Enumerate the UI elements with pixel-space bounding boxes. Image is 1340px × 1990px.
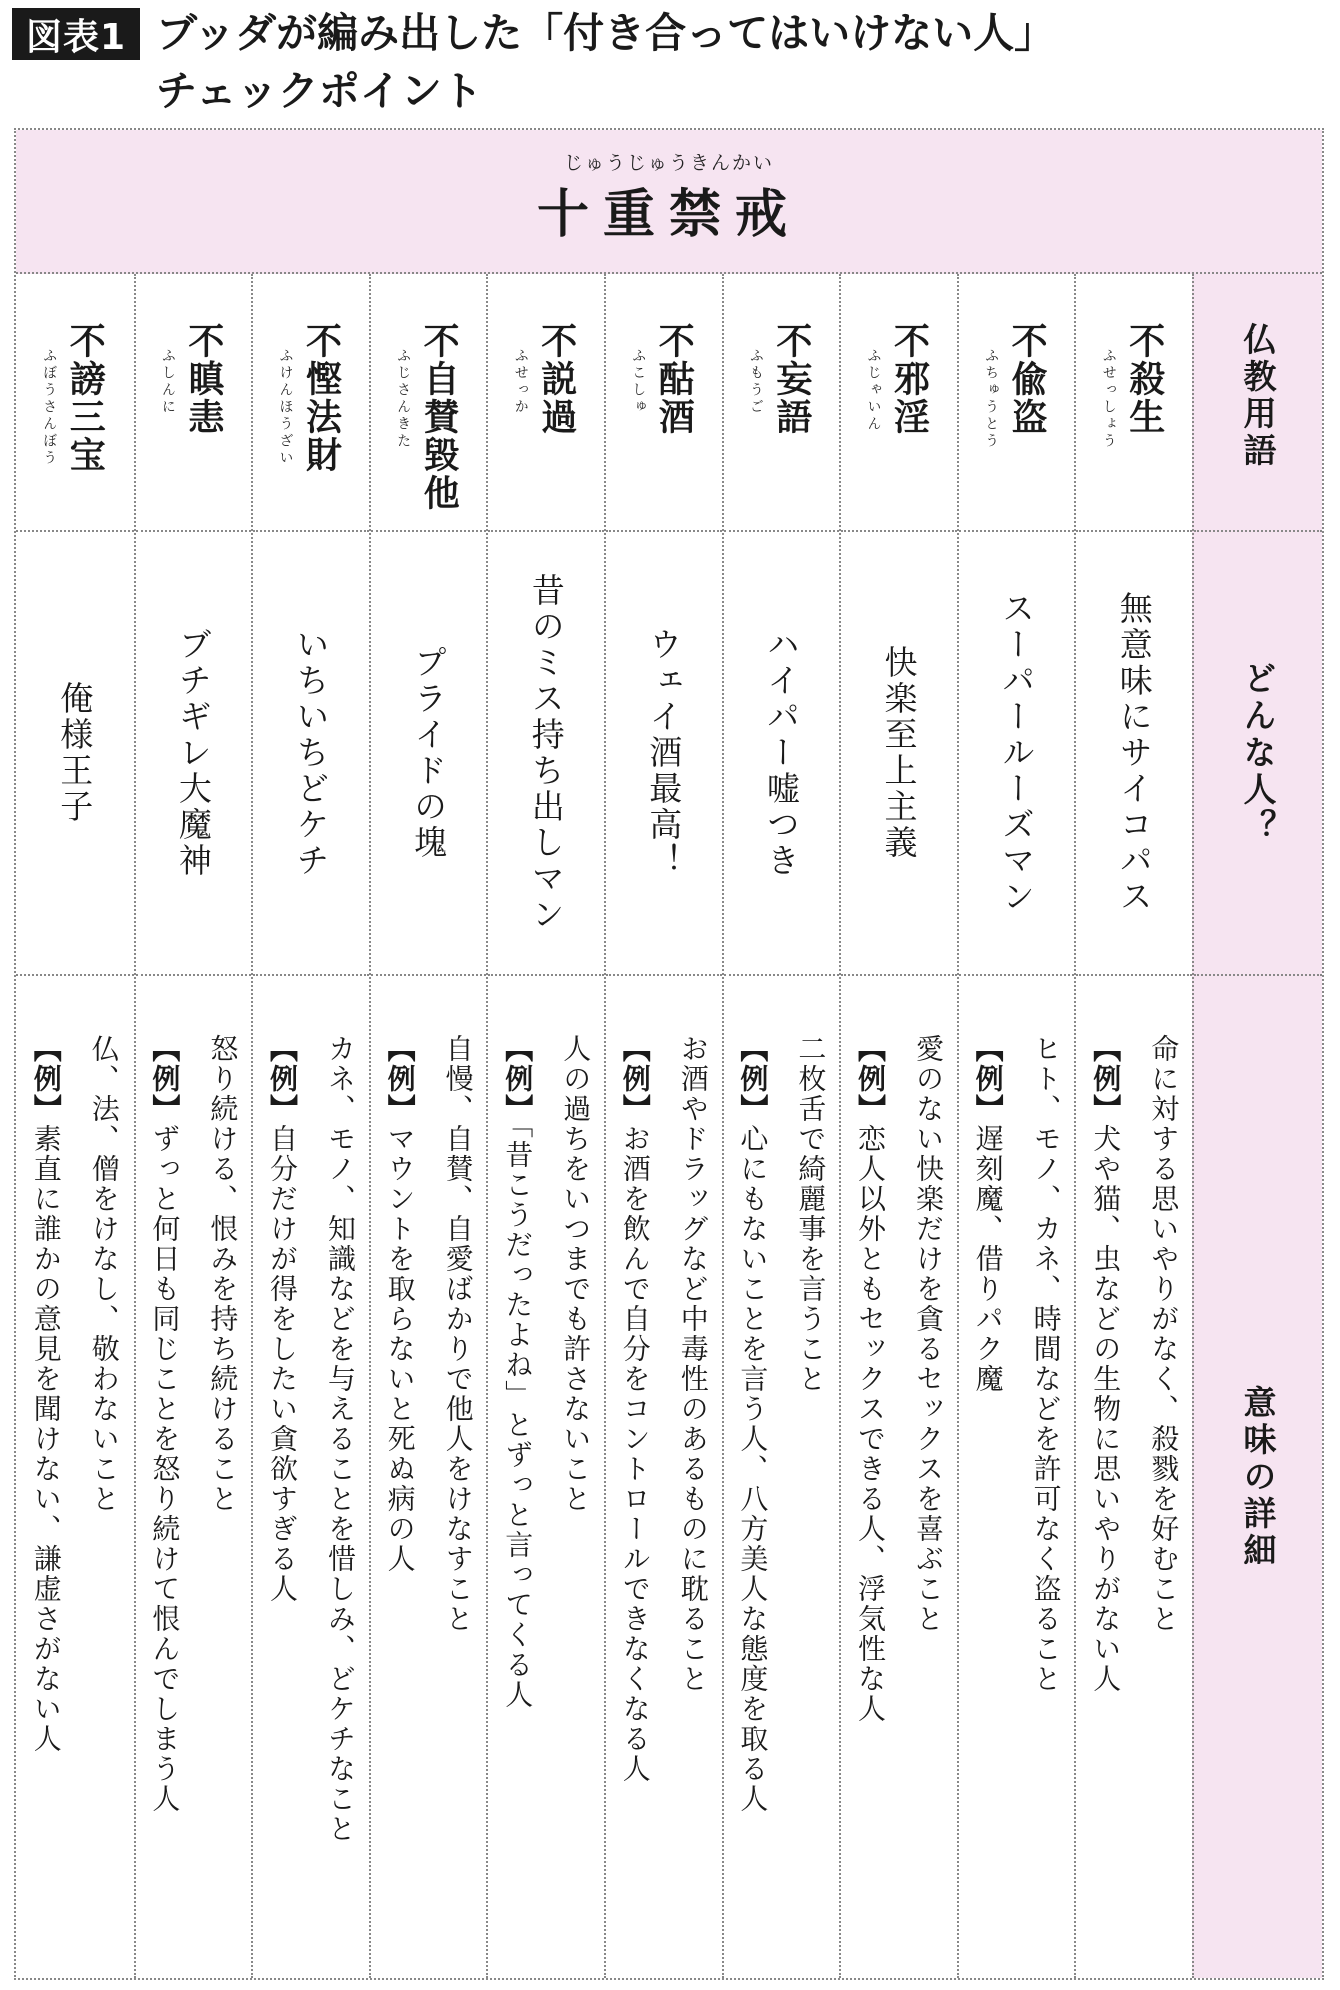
detail-group xyxy=(732,1034,830,1978)
example-text: 自分だけが得をしたい貪欲すぎる人 xyxy=(265,1124,299,1604)
precept-reading: ふせっしょう xyxy=(1100,348,1117,450)
precept-column xyxy=(722,274,840,1978)
precept-column xyxy=(486,274,604,1978)
example-text: 素直に誰かの意見を聞けない、謙虚さがない人 xyxy=(29,1124,63,1754)
term-group xyxy=(158,322,229,530)
term-cell xyxy=(841,274,957,532)
precept-reading: ふもうご xyxy=(747,348,764,416)
detail-group xyxy=(968,1034,1066,1978)
example-line xyxy=(26,1034,66,1978)
precept-column xyxy=(16,274,134,1978)
meaning-text: カネ、モノ、知識などを与えることを惜しみ、どケチなこと xyxy=(323,1034,357,1844)
detail-cell xyxy=(371,976,487,1978)
row-label-persona: どんな人？ xyxy=(1238,660,1278,846)
detail-cell xyxy=(841,976,957,1978)
table-banner xyxy=(16,130,1322,274)
example-tag: 【例】 xyxy=(736,1034,770,1124)
title-line-1: ブッダが編み出した「付き合ってはいけない人」 xyxy=(156,9,1056,57)
row-label-term: 仏教用語 xyxy=(1238,322,1278,470)
term-group xyxy=(981,322,1052,530)
persona-cell xyxy=(606,532,722,976)
row-label-column xyxy=(1192,274,1322,1978)
term-group xyxy=(746,322,817,530)
detail-group xyxy=(262,1034,360,1978)
detail-group xyxy=(144,1034,242,1978)
precept-reading: ふせっか xyxy=(512,348,529,416)
example-text: 犬や猫、虫などの生物に思いやりがない人 xyxy=(1089,1124,1123,1694)
meaning-text: ヒト、モノ、カネ、時間などを許可なく盗ること xyxy=(1029,1034,1063,1694)
example-line xyxy=(380,1034,420,1978)
term-group xyxy=(863,322,934,530)
persona-label: いちいちどケチ xyxy=(291,627,331,879)
meaning-text: お酒やドラッグなど中毒性のあるものに耽ること xyxy=(676,1034,710,1694)
example-line xyxy=(1085,1034,1125,1978)
row-label-detail-cell xyxy=(1194,976,1322,1978)
example-tag: 【例】 xyxy=(853,1034,887,1124)
row-label-detail: 意味の詳細 xyxy=(1238,1384,1278,1570)
example-text: ずっと何日も同じことを怒り続けて恨んでしまう人 xyxy=(148,1124,182,1814)
precept-column xyxy=(839,274,957,1978)
precept-reading: ふちゅうとう xyxy=(983,348,1000,450)
detail-group xyxy=(380,1034,478,1978)
precept-term: 不妄語 xyxy=(770,322,812,436)
precept-column xyxy=(369,274,487,1978)
meaning-text: 自慢、自賛、自愛ばかりで他人をけなすこと xyxy=(441,1034,475,1634)
precept-reading: ふぼうさんぼう xyxy=(41,348,58,467)
term-group xyxy=(628,322,699,530)
example-text: 「昔こうだったよね」とずっと言ってくる人 xyxy=(501,1124,535,1710)
detail-group xyxy=(850,1034,948,1978)
persona-label: ハイパー嘘つき xyxy=(761,627,801,879)
figure-title xyxy=(156,4,1316,120)
persona-label: ブチギレ大魔神 xyxy=(173,627,213,879)
banner-ruby: じゅうじゅうきんかい xyxy=(563,152,774,174)
precept-term: 不偸盗 xyxy=(1006,322,1048,436)
precept-term: 不酤酒 xyxy=(653,322,695,436)
precept-term: 不謗三宝 xyxy=(64,322,106,474)
precept-column xyxy=(604,274,722,1978)
example-line xyxy=(968,1034,1008,1978)
persona-cell xyxy=(959,532,1075,976)
term-group xyxy=(1099,322,1170,530)
example-text: マウントを取らないと死ぬ病の人 xyxy=(383,1124,417,1574)
term-cell xyxy=(136,274,252,532)
precept-term: 不説過 xyxy=(535,322,577,436)
persona-cell xyxy=(253,532,369,976)
persona-label: プライドの塊 xyxy=(409,645,449,861)
term-cell xyxy=(488,274,604,532)
example-text: 遅刻魔、借りパク魔 xyxy=(971,1124,1005,1394)
persona-label: 昔のミス持ち出しマン xyxy=(526,573,566,933)
persona-label: ウェイ酒最高！ xyxy=(644,627,684,879)
persona-cell xyxy=(371,532,487,976)
persona-cell xyxy=(488,532,604,976)
detail-cell xyxy=(488,976,604,1978)
term-cell xyxy=(606,274,722,532)
meaning-text: 仏、法、僧をけなし、敬わないこと xyxy=(87,1034,121,1514)
precepts-table xyxy=(14,128,1324,1980)
persona-label: 快楽至上主義 xyxy=(879,645,919,861)
term-cell xyxy=(371,274,487,532)
term-cell xyxy=(1076,274,1192,532)
precept-reading: ふしんに xyxy=(159,348,176,416)
row-label-persona-cell xyxy=(1194,532,1322,976)
term-group xyxy=(393,322,464,530)
example-tag: 【例】 xyxy=(971,1034,1005,1124)
detail-cell xyxy=(724,976,840,1978)
row-label-term-cell xyxy=(1194,274,1322,532)
detail-cell xyxy=(959,976,1075,1978)
meaning-text: 人の過ちをいつまでも許さないこと xyxy=(559,1034,593,1514)
example-tag: 【例】 xyxy=(148,1034,182,1124)
detail-cell xyxy=(16,976,134,1978)
detail-group xyxy=(615,1034,713,1978)
precept-reading: ふけんほうざい xyxy=(277,348,294,467)
precept-column xyxy=(134,274,252,1978)
example-tag: 【例】 xyxy=(29,1034,63,1124)
detail-cell xyxy=(136,976,252,1978)
example-line xyxy=(144,1034,184,1978)
meaning-text: 命に対する思いやりがなく、殺戮を好むこと xyxy=(1147,1034,1181,1634)
example-line xyxy=(850,1034,890,1978)
banner-title: 十重禁戒 xyxy=(536,185,801,245)
term-cell xyxy=(959,274,1075,532)
example-line xyxy=(732,1034,772,1978)
detail-cell xyxy=(253,976,369,1978)
example-tag: 【例】 xyxy=(618,1034,652,1124)
term-cell xyxy=(253,274,369,532)
term-group xyxy=(275,322,346,530)
precept-term: 不瞋恚 xyxy=(182,322,224,436)
meaning-text: 怒り続ける、恨みを持ち続けること xyxy=(206,1034,240,1514)
title-line-2: チェックポイント xyxy=(156,67,483,115)
example-tag: 【例】 xyxy=(265,1034,299,1124)
persona-label: 俺様王子 xyxy=(55,681,95,825)
example-tag: 【例】 xyxy=(501,1034,535,1124)
example-tag: 【例】 xyxy=(383,1034,417,1124)
example-line xyxy=(262,1034,302,1978)
term-group xyxy=(511,322,582,530)
persona-cell xyxy=(724,532,840,976)
detail-group xyxy=(497,1034,595,1978)
precept-reading: ふじさんきた xyxy=(395,348,412,450)
example-line xyxy=(497,1034,537,1978)
precept-term: 不自賛毀他 xyxy=(418,322,460,512)
example-text: お酒を飲んで自分をコントロールできなくなる人 xyxy=(618,1124,652,1784)
example-tag: 【例】 xyxy=(1089,1034,1123,1124)
detail-group xyxy=(26,1034,124,1978)
precept-term: 不邪淫 xyxy=(888,322,930,436)
example-line xyxy=(615,1034,655,1978)
precept-column xyxy=(1074,274,1192,1978)
precept-term: 不慳法財 xyxy=(300,322,342,474)
persona-cell xyxy=(136,532,252,976)
persona-label: スーパールーズマン xyxy=(997,591,1037,915)
meaning-text: 二枚舌で綺麗事を言うこと xyxy=(794,1034,828,1394)
detail-group xyxy=(1085,1034,1183,1978)
persona-cell xyxy=(16,532,134,976)
term-cell xyxy=(724,274,840,532)
example-text: 心にもないことを言う人、八方美人な態度を取る人 xyxy=(736,1124,770,1814)
meaning-text: 愛のない快楽だけを貪るセックスを喜ぶこと xyxy=(911,1034,945,1634)
persona-label: 無意味にサイコパス xyxy=(1114,591,1154,915)
term-group xyxy=(39,322,110,530)
persona-cell xyxy=(841,532,957,976)
precept-reading: ふこしゅ xyxy=(630,348,647,416)
precept-term: 不殺生 xyxy=(1123,322,1165,436)
persona-cell xyxy=(1076,532,1192,976)
term-cell xyxy=(16,274,134,532)
figure-badge: 図表1 xyxy=(12,8,140,60)
example-text: 恋人以外ともセックスできる人、浮気性な人 xyxy=(853,1124,887,1724)
detail-cell xyxy=(606,976,722,1978)
precept-reading: ふじゃいん xyxy=(865,348,882,433)
detail-cell xyxy=(1076,976,1192,1978)
precept-column xyxy=(251,274,369,1978)
precept-column xyxy=(957,274,1075,1978)
